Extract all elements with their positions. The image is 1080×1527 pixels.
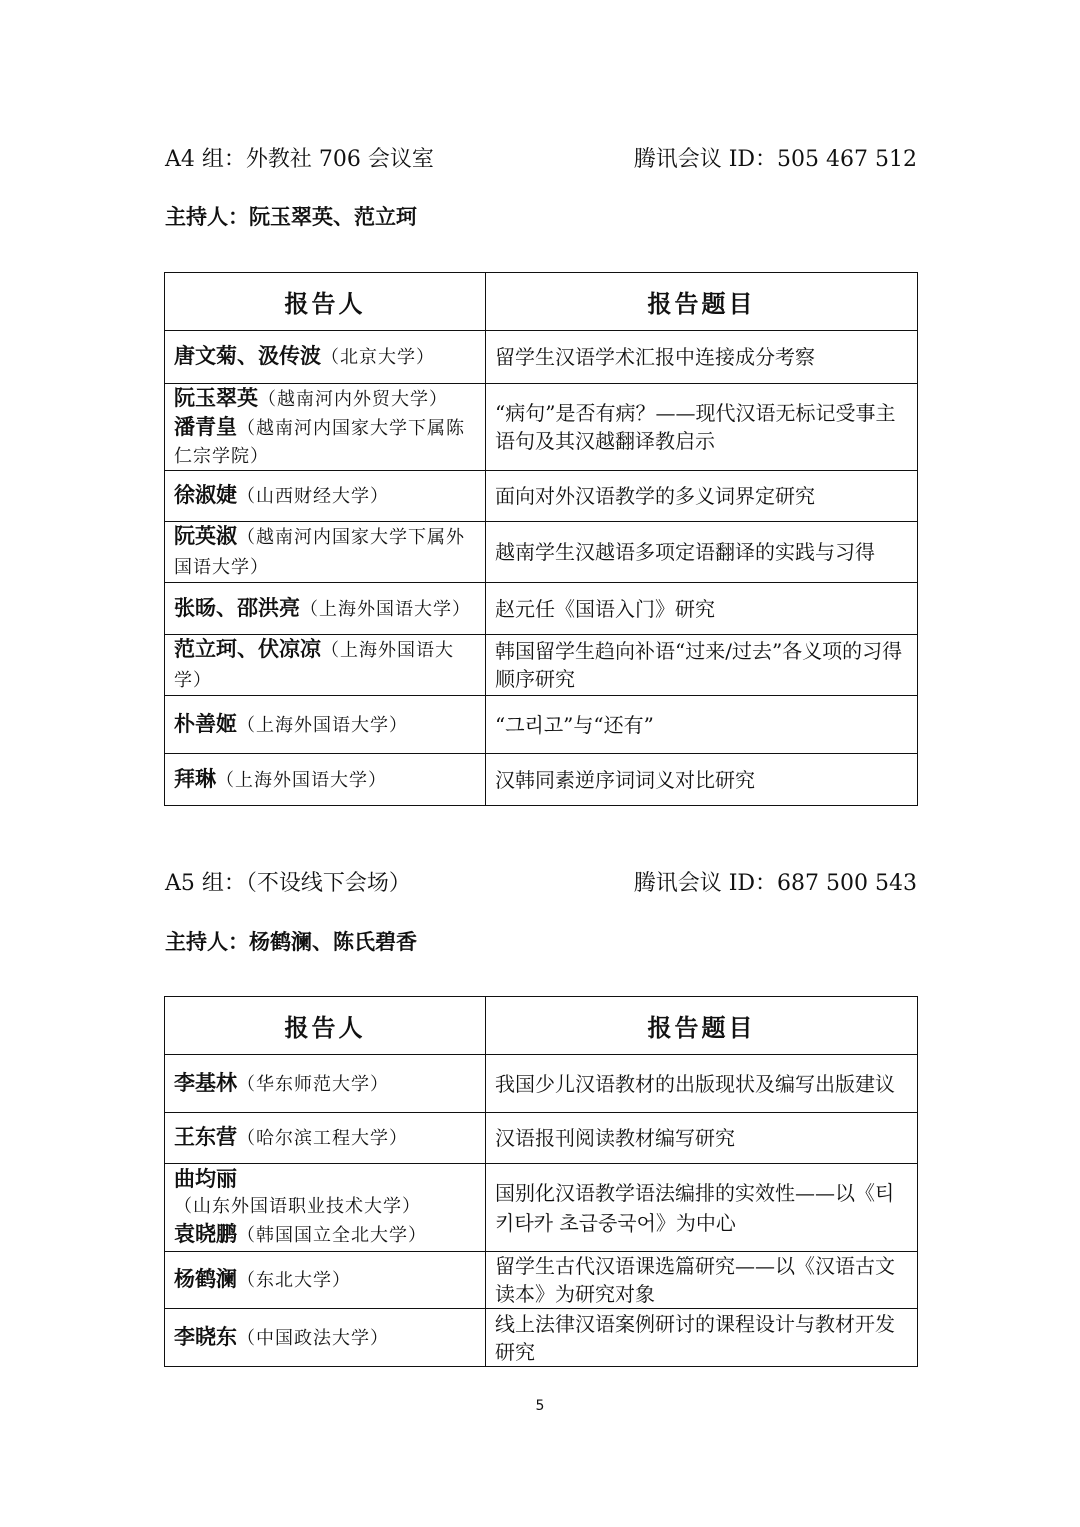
speaker-name: 徐淑婕 <box>174 483 237 507</box>
table-row <box>165 1113 918 1164</box>
speaker-name: 范立珂、伏凉凉 <box>174 637 321 661</box>
group-header-a5 <box>165 870 917 898</box>
speaker-affiliation: （韩国国立全北大学） <box>237 1224 427 1246</box>
speaker-cell <box>165 384 486 471</box>
speaker-cell <box>165 1252 486 1309</box>
group-header-a4 <box>165 146 917 174</box>
table-row <box>165 1309 918 1367</box>
meeting-id: 腾讯会议 ID：687 500 543 <box>633 871 917 896</box>
table-row <box>165 384 918 471</box>
group-label: A4 组：外教社 706 会议室 <box>165 147 434 172</box>
table-row <box>165 754 918 806</box>
speaker-name: 阮英淑 <box>174 524 237 548</box>
title-cell: 汉语报刊阅读教材编写研究 <box>486 1113 918 1164</box>
speaker-cell <box>165 471 486 522</box>
speaker-affiliation: （越南河内外贸大学） <box>258 389 448 410</box>
table-row <box>165 331 918 384</box>
speaker-cell <box>165 754 486 806</box>
speaker-cell <box>165 331 486 384</box>
speaker-entry <box>174 1220 476 1250</box>
title-cell: 赵元任《国语入门》研究 <box>486 583 918 635</box>
speaker-cell <box>165 635 486 696</box>
table-row <box>165 522 918 583</box>
header-speaker: 报告人 <box>165 273 486 331</box>
title-cell: 韩国留学生趋向补语“过来/过去”各义项的习得顺序研究 <box>486 635 918 696</box>
speaker-affiliation: （上海外国语大学） <box>300 598 471 620</box>
header-speaker: 报告人 <box>165 997 486 1055</box>
title-cell: 面向对外汉语教学的多义词界定研究 <box>486 471 918 522</box>
speaker-name: 李晓东 <box>174 1324 237 1349</box>
speaker-cell <box>165 1309 486 1367</box>
title-cell: 汉韩同素逆序词词义对比研究 <box>486 754 918 806</box>
header-title: 报告题目 <box>486 997 918 1055</box>
host-line: 主持人：杨鹤澜、陈氏碧香 <box>165 930 417 954</box>
speaker-affiliation: （华东师范大学） <box>237 1073 389 1095</box>
speaker-name: 朴善姬 <box>174 711 237 736</box>
table-row <box>165 471 918 522</box>
speaker-entry <box>174 384 476 414</box>
speaker-affiliation: （越南河内国家大学下属外国语大学） <box>174 527 465 578</box>
meeting-id: 腾讯会议 ID：505 467 512 <box>633 147 917 172</box>
title-cell: 留学生古代汉语课选篇研究——以《汉语古文读本》为研究对象 <box>486 1252 918 1309</box>
speaker-name: 潘青皇 <box>174 415 237 439</box>
speaker-affiliation: （越南河内国家大学下属陈仁宗学院） <box>174 418 465 467</box>
speaker-name: 曲均丽 <box>174 1166 237 1191</box>
title-cell: 留学生汉语学术汇报中连接成分考察 <box>486 331 918 384</box>
speaker-entry <box>174 414 476 470</box>
speaker-cell <box>165 1113 486 1164</box>
speaker-affiliation: （北京大学） <box>321 347 435 368</box>
speaker-affiliation: （上海外国语大学） <box>237 714 408 736</box>
speaker-cell <box>165 1055 486 1113</box>
title-cell: 越南学生汉越语多项定语翻译的实践与习得 <box>486 522 918 583</box>
speaker-name: 袁晓鹏 <box>174 1221 237 1246</box>
table-row <box>165 1055 918 1113</box>
title-cell: 线上法律汉语案例研讨的课程设计与教材开发研究 <box>486 1309 918 1367</box>
host-line: 主持人：阮玉翠英、范立珂 <box>165 205 417 229</box>
speaker-cell <box>165 522 486 583</box>
title-cell: 我国少儿汉语教材的出版现状及编写出版建议 <box>486 1055 918 1113</box>
speaker-affiliation: （东北大学） <box>237 1270 351 1291</box>
speaker-name: 王东营 <box>174 1125 237 1149</box>
table-row <box>165 1164 918 1252</box>
speaker-cell <box>165 1164 486 1252</box>
speaker-name: 张旸、邵洪亮 <box>174 595 300 620</box>
header-title: 报告题目 <box>486 273 918 331</box>
schedule-table-a5 <box>164 996 918 1367</box>
speaker-name: 唐文菊、汲传波 <box>174 344 321 368</box>
title-cell: “그리고”与“还有” <box>486 696 918 754</box>
table-row <box>165 635 918 696</box>
speaker-affiliation: （哈尔滨工程大学） <box>237 1128 408 1149</box>
speaker-affiliation: （山西财经大学） <box>237 486 389 507</box>
speaker-affiliation: （上海外国语大学） <box>174 640 454 691</box>
table-row <box>165 583 918 635</box>
table-row <box>165 696 918 754</box>
speaker-cell <box>165 696 486 754</box>
speaker-cell <box>165 583 486 635</box>
speaker-affiliation: （中国政法大学） <box>237 1327 389 1349</box>
schedule-table-a4 <box>164 272 918 806</box>
group-label: A5 组：（不设线下会场） <box>165 871 411 896</box>
speaker-name: 阮玉翠英 <box>174 386 258 410</box>
speaker-name: 李基林 <box>174 1070 237 1095</box>
speaker-name: 拜琳 <box>174 766 216 791</box>
page-number: 5 <box>535 1398 545 1414</box>
speaker-entry <box>174 1166 476 1220</box>
title-cell: “病句”是否有病？——现代汉语无标记受事主语句及其汉越翻译教启示 <box>486 384 918 471</box>
table-row <box>165 1252 918 1309</box>
speaker-name: 杨鹤澜 <box>174 1267 237 1291</box>
title-cell: 国别化汉语教学语法编排的实效性——以《티키타카 초급중국어》为中心 <box>486 1164 918 1252</box>
speaker-affiliation: （山东外国语职业技术大学） <box>174 1195 421 1217</box>
speaker-affiliation: （上海外国语大学） <box>216 769 387 791</box>
